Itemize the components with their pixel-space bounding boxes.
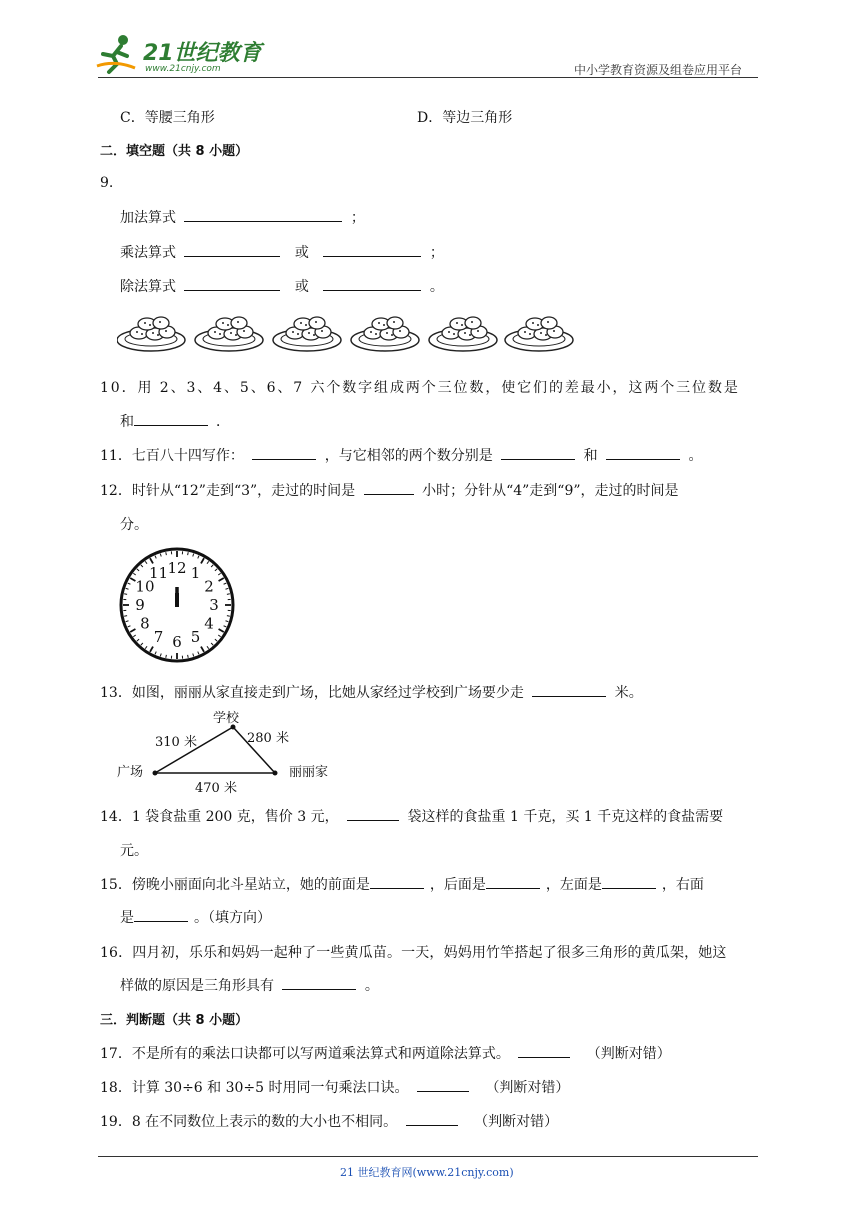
diagram-dist-310: 310 米 [155, 735, 197, 750]
clock-number-4: 4 [204, 614, 214, 633]
runner-logo-icon [95, 32, 139, 76]
q10-and: 和 [120, 414, 134, 430]
clock-number-9: 9 [135, 596, 145, 614]
plates-of-buns-icon [117, 308, 577, 356]
q15-line2 [120, 907, 271, 927]
diagram-home-label: 丽丽家 [289, 765, 329, 780]
q14-line1 [100, 806, 723, 826]
clock-tick [166, 655, 167, 658]
q9-number: 9. [100, 175, 114, 191]
q17-hint: （判断对错） [586, 1046, 671, 1062]
q12-text-a: 12．时针从“12”走到“3”，走过的时间是 [100, 483, 356, 499]
q9-mul-label: 乘法算式 [120, 245, 176, 261]
q15-blank-right[interactable] [134, 907, 188, 922]
q9-add-line [120, 207, 365, 227]
clock-number-5: 5 [190, 628, 201, 647]
q18-line [100, 1077, 569, 1097]
q11-blank-1[interactable] [252, 445, 316, 460]
q10-line2 [120, 411, 230, 431]
clock-tick [188, 552, 189, 555]
section-fill-blank-title: 二．填空题（共 8 小题） [100, 144, 249, 159]
q9-div-period: 。 [429, 279, 444, 295]
q9-add-blank[interactable] [184, 207, 342, 222]
clock-tick [166, 552, 167, 555]
q9-plates-illustration [117, 308, 577, 356]
clock-tick [227, 594, 230, 595]
q13-line [100, 682, 643, 702]
q9-div-line [120, 276, 444, 296]
q16-line1: 16．四月初，乐乐和妈妈一起种了一些黄瓜苗。一天，妈妈用竹竿搭起了很多三角形的黄瓜架，她这 [100, 945, 727, 961]
q18-blank[interactable] [417, 1077, 469, 1092]
clock-number-6: 6 [172, 633, 182, 651]
q14-blank-1[interactable] [347, 806, 399, 821]
diagram-dist-470: 470 米 [195, 781, 237, 796]
header-divider [98, 77, 758, 78]
q11-text-c: 和 [583, 448, 598, 464]
q12-blank-hours[interactable] [364, 480, 414, 495]
clock-icon [118, 544, 236, 666]
clock-tick [124, 616, 127, 617]
q19-line [100, 1111, 558, 1131]
q17-line [100, 1043, 671, 1063]
q13-diagram [115, 705, 350, 795]
clock-tick [227, 616, 230, 617]
diagram-square-label: 广场 [117, 765, 144, 780]
clock-number-1: 1 [190, 563, 201, 582]
section-judge-title: 三．判断题（共 8 小题） [100, 1013, 249, 1028]
q14-line2: 元。 [120, 843, 148, 859]
q9-div-blank-1[interactable] [184, 276, 280, 291]
q16-line2 [120, 975, 379, 995]
header-platform-text: 中小学教育资源及组卷应用平台 [574, 63, 743, 77]
q9-mul-or: 或 [294, 245, 309, 261]
q19-text: 19．8 在不同数位上表示的数的大小也不相同。 [100, 1114, 398, 1130]
q13-text-b: 米。 [614, 685, 643, 701]
q16-blank[interactable] [282, 975, 356, 990]
q9-div-label: 除法算式 [120, 279, 176, 295]
q15-fill-direction: 。（填方向） [194, 910, 271, 926]
q12-line2: 分。 [120, 517, 148, 533]
q15-text-d: ，右面 [661, 877, 704, 893]
q12-text-b: 小时；分针从“4”走到“9”，走过的时间是 [422, 483, 679, 499]
q15-blank-left[interactable] [602, 874, 656, 889]
q9-add-semi: ； [350, 210, 365, 226]
q19-hint: （判断对错） [474, 1114, 559, 1130]
logo-text: 21世纪教育 [143, 41, 262, 66]
q9-mul-semi: ； [429, 245, 444, 261]
q15-text-c: ，左面是 [545, 877, 602, 893]
q12-clock [118, 544, 236, 666]
q11-blank-2[interactable] [501, 445, 575, 460]
q10-blank[interactable] [134, 411, 208, 426]
q9-mul-line [120, 242, 444, 262]
q15-is: 是 [120, 910, 134, 926]
clock-number-3: 3 [209, 596, 219, 614]
clock-number-11: 11 [148, 563, 169, 582]
clock-number-12: 12 [167, 559, 187, 577]
q17-text: 17．不是所有的乘法口诀都可以写两道乘法算式和两道除法算式。 [100, 1046, 510, 1062]
site-logo [95, 32, 265, 76]
q11-text-d: 。 [688, 448, 703, 464]
q11-blank-3[interactable] [606, 445, 680, 460]
q18-text: 18．计算 30÷6 和 30÷5 时用同一句乘法口诀。 [100, 1080, 409, 1096]
q15-blank-front[interactable] [370, 874, 424, 889]
logo-subtext: www.21cnjy.com [145, 64, 221, 74]
q11-text-b: ，与它相邻的两个数分别是 [324, 448, 493, 464]
q15-text-b: ，后面是 [429, 877, 486, 893]
q13-text-a: 13．如图，丽丽从家直接走到广场，比她从家经过学校到广场要少走 [100, 685, 524, 701]
q12-line1 [100, 480, 679, 500]
q15-line1 [100, 874, 704, 894]
q15-blank-back[interactable] [486, 874, 540, 889]
q19-blank[interactable] [406, 1111, 458, 1126]
q9-mul-blank-1[interactable] [184, 242, 280, 257]
q13-blank[interactable] [532, 682, 606, 697]
clock-number-10: 10 [135, 577, 155, 596]
clock-tick [188, 655, 189, 658]
q16-text-b: 。 [364, 978, 379, 994]
q14-text-a: 14．1 袋食盐重 200 克，售价 3 元， [100, 809, 339, 825]
q9-mul-blank-2[interactable] [323, 242, 421, 257]
q14-text-b: 袋这样的食盐重 1 千克，买 1 千克这样的食盐需要 [407, 809, 724, 825]
diagram-school-label: 学校 [213, 711, 240, 726]
q15-text-a: 15．傍晚小丽面向北斗星站立，她的前面是 [100, 877, 370, 893]
footer-site-text[interactable]: 21 世纪教育网(www.21cnjy.com) [340, 1166, 514, 1179]
q9-div-blank-2[interactable] [323, 276, 421, 291]
clock-number-8: 8 [140, 614, 150, 633]
q17-blank[interactable] [518, 1043, 570, 1058]
q10-line1: 10．用 2、3、4、5、6、7 六个数字组成两个三位数，使它们的差最小，这两个三位数是 [100, 380, 740, 396]
q11-text-a: 11．七百八十四写作： [100, 448, 244, 464]
option-c: C．等腰三角形 [120, 110, 215, 126]
q10-end: ． [216, 414, 230, 430]
footer-divider [98, 1156, 758, 1157]
clock-number-2: 2 [204, 577, 214, 596]
q16-text-a: 样做的原因是三角形具有 [120, 978, 274, 994]
clock-tick [124, 594, 127, 595]
q9-div-or: 或 [294, 279, 309, 295]
q18-hint: （判断对错） [485, 1080, 570, 1096]
diagram-dist-280: 280 米 [247, 731, 289, 746]
option-d: D．等边三角形 [417, 110, 513, 126]
q9-add-label: 加法算式 [120, 210, 176, 226]
clock-number-7: 7 [153, 628, 164, 647]
q11-line [100, 445, 703, 465]
